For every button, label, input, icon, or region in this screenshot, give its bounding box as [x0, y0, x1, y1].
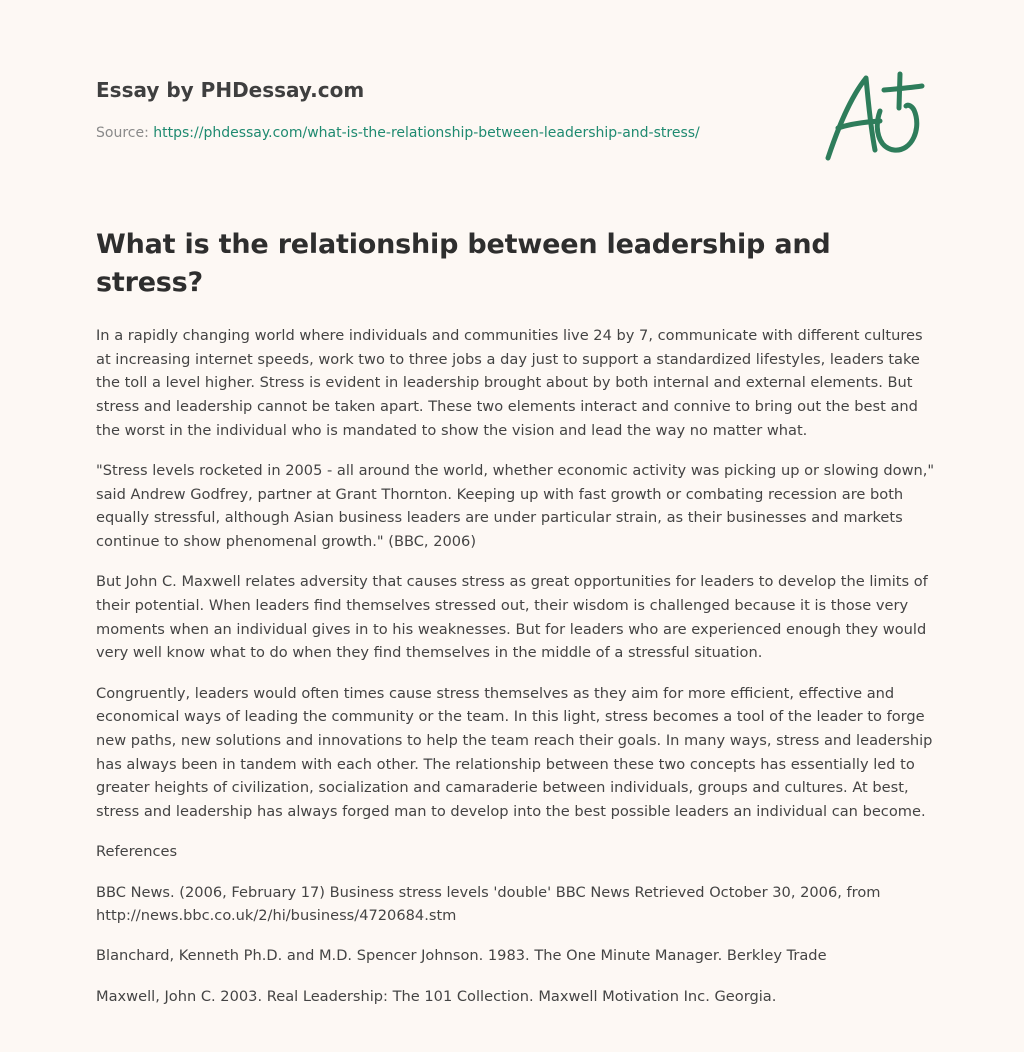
source-link[interactable]: https://phdessay.com/what-is-the-relationship-between-leadership-and-stress/ [153, 125, 700, 141]
essay-content [96, 226, 936, 1025]
reference-item: BBC News. (2006, February 17) Business stress levels 'double' BBC News Retrieved October 30, 2006, from http://news.bbc.co.uk/2/hi/business/4720684.stm [96, 883, 881, 925]
page-header [96, 76, 796, 143]
references-heading: References [96, 843, 178, 861]
essay-paragraph: "Stress levels rocketed in 2005 - all around the world, whether economic activity was picking up or slowing down," said Andrew Godfrey, partner at Grant Thornton. Keeping up with fast growth or combating recession are both equally stressful, although Asian business leaders are under particular strain, as their businesses and markets continue to show phenomenal growth." (BBC, 2006) [96, 462, 935, 551]
site-title: Essay by PHDessay.com [96, 78, 365, 102]
reference-item: Blanchard, Kenneth Ph.D. and M.D. Spencer Johnson. 1983. The One Minute Manager. Berkley Trade [96, 947, 827, 965]
source-label: Source: [96, 125, 154, 141]
essay-title: What is the relationship between leadership and stress? [96, 229, 831, 298]
essay-paragraph: In a rapidly changing world where individuals and communities live 24 by 7, communicate with different cultures at increasing internet speeds, work two to three jobs a day just to support a standardized lifestyles, leaders take the toll a level higher. Stress is evident in leadership brought about by both internal and external elements. But stress and leadership cannot be taken apart. These two elements interact and connive to bring out the best and the worst in the individual who is mandated to show the vision and lead the way no matter what. [96, 327, 923, 439]
source-line [96, 123, 796, 143]
a-plus-logo-icon [820, 66, 930, 166]
reference-item: Maxwell, John C. 2003. Real Leadership: The 101 Collection. Maxwell Motivation Inc. Georgia. [96, 987, 777, 1005]
essay-paragraph: Congruently, leaders would often times cause stress themselves as they aim for more efficient, effective and economical ways of leading the community or the team. In this light, stress becomes a tool of the leader to forge new paths, new solutions and innovations to help the team reach their goals. In many ways, stress and leadership has always been in tandem with each other. The relationship between these two concepts has essentially led to greater heights of civilization, socialization and camaraderie between individuals, groups and cultures. At best, stress and leadership has always forged man to develop into the best possible leaders an individual can become. [96, 684, 933, 821]
essay-paragraph: But John C. Maxwell relates adversity that causes stress as great opportunities for leaders to develop the limits of their potential. When leaders find themselves stressed out, their wisdom is challenged because it is those very moments when an individual gives in to his weaknesses. But for leaders who are experienced enough they would very well know what to do when they find themselves in the middle of a stressful situation. [96, 573, 928, 662]
